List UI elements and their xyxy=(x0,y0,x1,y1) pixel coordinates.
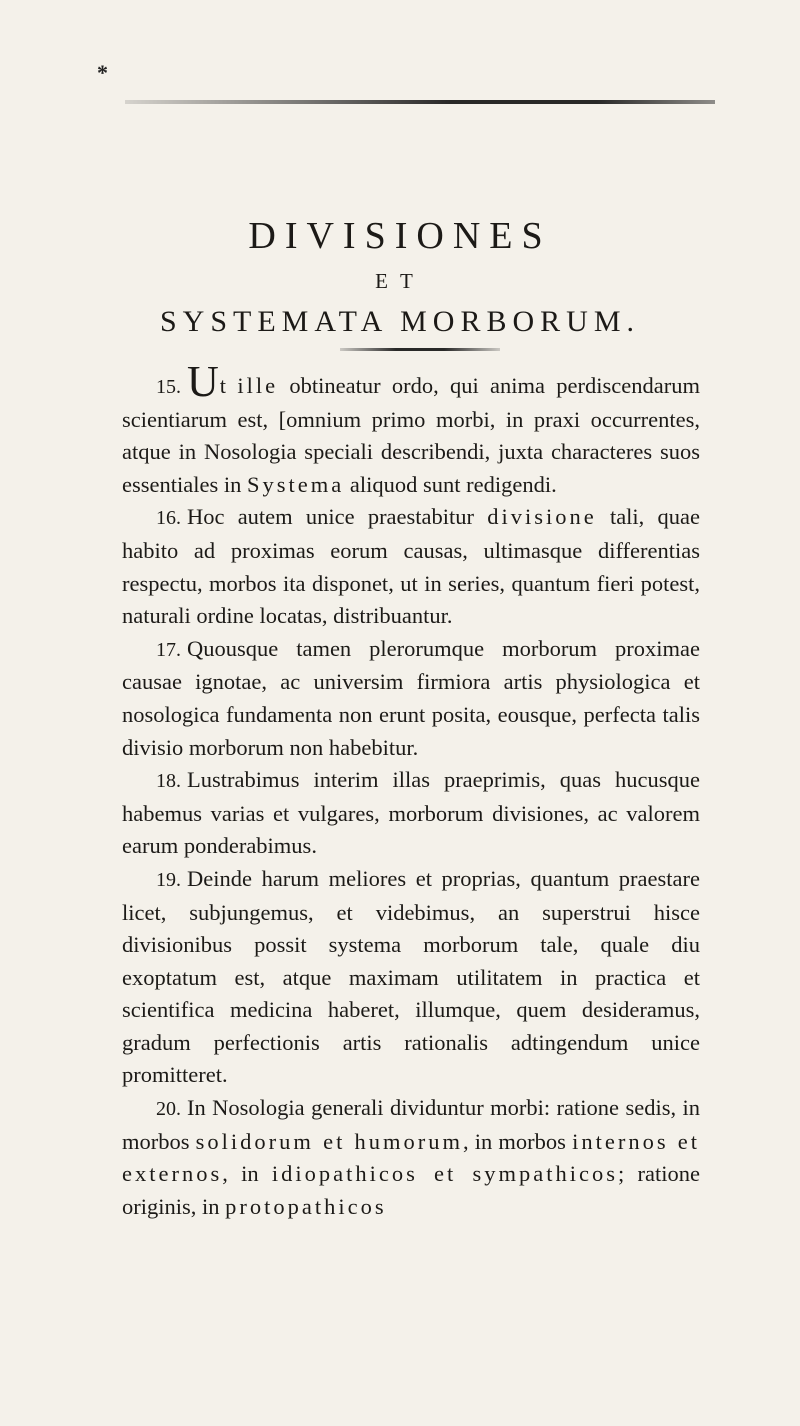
paragraph-text: Lustrabimus interim illas praeprimis, quas hucusque habemus varias et vulgares, morborum divisiones, ac valorem earum ponderabimus. xyxy=(122,767,700,859)
page-subtitle-conjunction: ET xyxy=(375,269,425,293)
paragraph-text: aliquod sunt redigendi. xyxy=(344,471,557,497)
paragraph-15 xyxy=(122,357,700,501)
paragraph-text: t xyxy=(219,373,238,398)
spaced-text: ille xyxy=(237,373,279,398)
paragraph-number: 17. xyxy=(156,638,181,661)
printer-mark: * xyxy=(97,60,108,85)
spaced-text: idiopathicos et sympathicos xyxy=(271,1161,619,1187)
paragraph-text: Quousque tamen plerorumque morborum proximae causae ignotae, ac universim firmiora artis physiologica et nosologica fundamenta non erunt posita, eousque, perfecta talis divisio morborum non habebitur. xyxy=(122,635,700,760)
spaced-text: divisione xyxy=(487,504,597,530)
page-subtitle: SYSTEMATA MORBORUM. xyxy=(159,305,640,338)
paragraph-text: , in morbos xyxy=(462,1128,573,1154)
spaced-text: protopathicos xyxy=(225,1193,387,1219)
paragraph-number: 20. xyxy=(156,1098,181,1121)
paragraph-number: 19. xyxy=(156,868,181,891)
paragraph-17 xyxy=(122,633,700,764)
paragraph-text: , in xyxy=(222,1161,272,1187)
paragraph-text: Hoc autem unice praestabitur xyxy=(187,504,488,530)
paragraph-text: Deinde harum meliores et proprias, quantum praestare licet, subjungemus, et videbimus, an superstrui hisce divisionibus possit systema morborum tale, quale diu exoptatum est, atque maximam utilitatem in practica et scientifica medicina haberet, illumque, quem desideramus, gradum perfectionis artis rationalis adtingendum unice promitteret. xyxy=(122,865,700,1088)
paragraph-number: 18. xyxy=(156,770,181,793)
paragraph-16 xyxy=(122,501,700,632)
drop-cap: U xyxy=(187,357,219,406)
paragraph-text: tali, quae habito ad proximas eorum causas, ultimasque differentias respectu, morbos ita disponet, ut in series, quantum fieri potest, naturali ordine locatas, distribuantur. xyxy=(122,504,700,629)
paragraph-19 xyxy=(122,863,700,1092)
top-rule-divider xyxy=(125,100,715,104)
body-text xyxy=(122,357,700,1223)
paragraph-text: In Nosologia generali dividuntur morbi: ratione sedis, in morbos xyxy=(122,1095,700,1154)
spaced-text: solidorum et humorum xyxy=(195,1128,463,1154)
paragraph-number: 15. xyxy=(156,376,181,398)
paragraph-text: obtineatur ordo, qui anima perdiscendarum scientiarum est, [omnium primo morbi, in praxi occurrentes, atque in Nosologia speciali describendi, juxta characteres suos essentiales in xyxy=(122,373,700,497)
spaced-text: internos et externos xyxy=(122,1128,700,1187)
spaced-text: Systema xyxy=(246,471,345,497)
paragraph-text: ; ratione originis, in xyxy=(122,1161,700,1219)
page-title: DIVISIONES xyxy=(248,215,552,257)
paragraph-20 xyxy=(122,1092,700,1223)
section-rule-divider xyxy=(340,348,500,351)
paragraph-number: 16. xyxy=(156,507,181,530)
paragraph-18 xyxy=(122,764,700,863)
